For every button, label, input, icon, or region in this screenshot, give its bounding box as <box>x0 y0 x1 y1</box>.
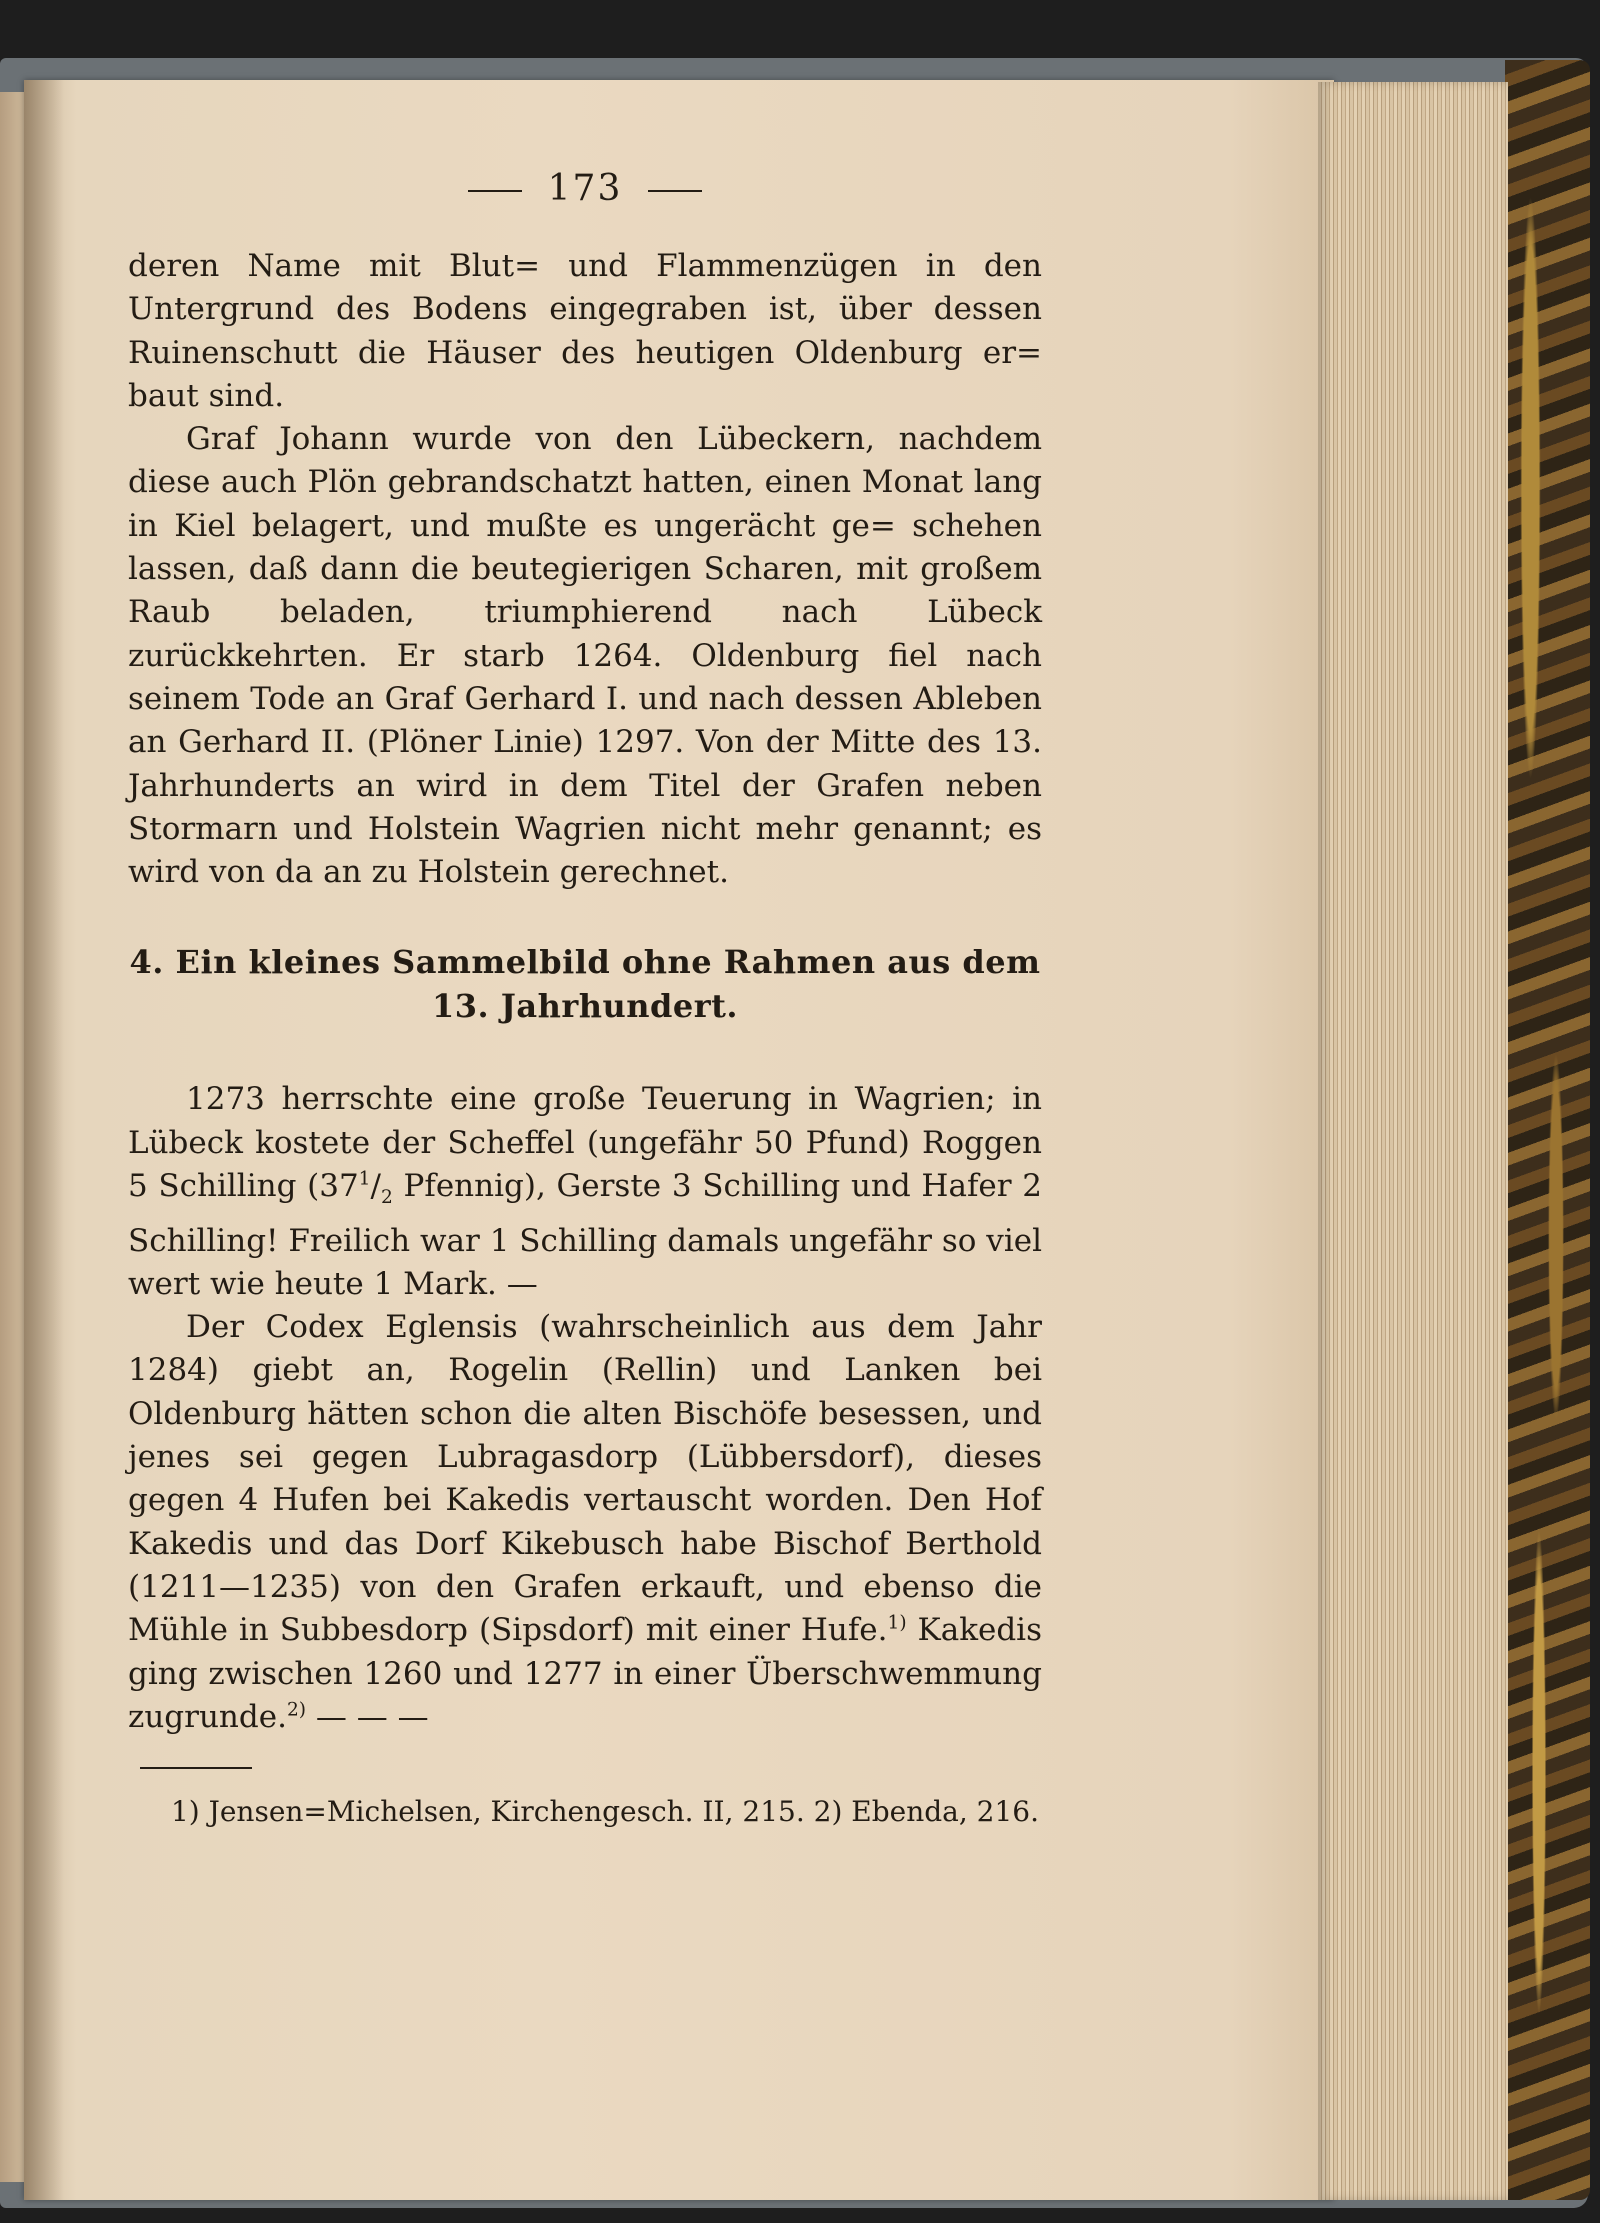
paragraph-graf-johann: Graf Johann wurde von den Lübeckern, nachdem diese auch Plön gebrandschatzt hatten, einen Monat lang in Kiel belagert, und mußte es ungerächt ge= schehen lassen, daß dann die beutegierigen Scharen, mit großem Raub beladen, triumphierend nach Lübeck zurückkehrten. Er starb 1264. Oldenburg fiel nach seinem Tode an Graf Gerhard I. und nach dessen Ableben an Gerhard II. (Plöner Linie) 1297. Von der Mitte des 13. Jahrhunderts an wird in dem Titel der Grafen neben Stormarn und Holstein Wagrien nicht mehr genannt; es wird von da an zu Holstein gerechnet. <box>128 421 1042 891</box>
page-gutter-shadow <box>24 80 64 2200</box>
fraction-denominator: 2 <box>380 1187 393 1209</box>
fraction-numerator: 1 <box>358 1168 371 1190</box>
footnote-ref-2: 2) <box>286 1699 307 1721</box>
paragraph-teuerung-text: 1273 herrschte eine große Teuerung in Wagrien; in Lübeck kostete der Scheffel (ungefähr 50 Pfund) Roggen 5 Schilling (37 <box>128 1081 1042 1205</box>
footnote-rule <box>140 1767 252 1769</box>
page-stack-edges <box>1318 82 1508 2200</box>
paragraph-continued: deren Name mit Blut= und Flammenzügen in den Untergrund des Bodens eingegraben ist, über dessen Ruinenschutt die Häuser des heutigen Oldenburg er= baut sind. <box>128 248 1042 414</box>
marbled-cover-edge <box>1505 60 1590 2200</box>
footnote-ref-1: 1) <box>887 1612 907 1634</box>
paragraph-teuerung-rest: Pfennig), Gerste 3 Schilling und Hafer 2 Schilling! Freilich war 1 Schilling damals ungefähr so viel wert wie heute 1 Mark. — <box>128 1168 1042 1302</box>
header-dash-right <box>648 190 702 192</box>
paragraph-codex-text-2: Kakedis ging zwischen 1260 und 1277 in einer Überschwemmung zugrunde. <box>128 1612 1042 1735</box>
footnotes: 1) Jensen=Michelsen, Kirchengesch. II, 215. 2) Ebenda, 216. <box>170 1795 1040 1829</box>
page-header <box>128 168 1042 209</box>
fraction-slash: / <box>370 1168 381 1205</box>
section-heading: 4. Ein kleines Sammelbild ohne Rahmen aus dem 13. Jahrhundert. <box>129 943 1041 1026</box>
header-dash-left <box>468 190 522 192</box>
paragraph-codex <box>128 1306 1042 1739</box>
page-text-block <box>128 168 1042 1828</box>
paragraph-teuerung <box>128 1078 1042 1306</box>
paragraph-codex-end: — — — <box>306 1698 429 1735</box>
page-number: 173 <box>547 168 623 209</box>
paragraph-codex-text: Der Codex Eglensis (wahrscheinlich aus dem Jahr 1284) giebt an, Rogelin (Rellin) und Lanken bei Oldenburg hätten schon die alten Bischöfe besessen, und jenes sei gegen Lubragasdorp (Lübbersdorf), dieses gegen 4 Hufen bei Kakedis vertauscht worden. Den Hof Kakedis und das Dorf Kikebusch habe Bischof Berthold (1211—1235) von den Grafen erkauft, und ebenso die Mühle in Subbesdorp (Sipsdorf) mit einer Hufe. <box>128 1309 1042 1649</box>
